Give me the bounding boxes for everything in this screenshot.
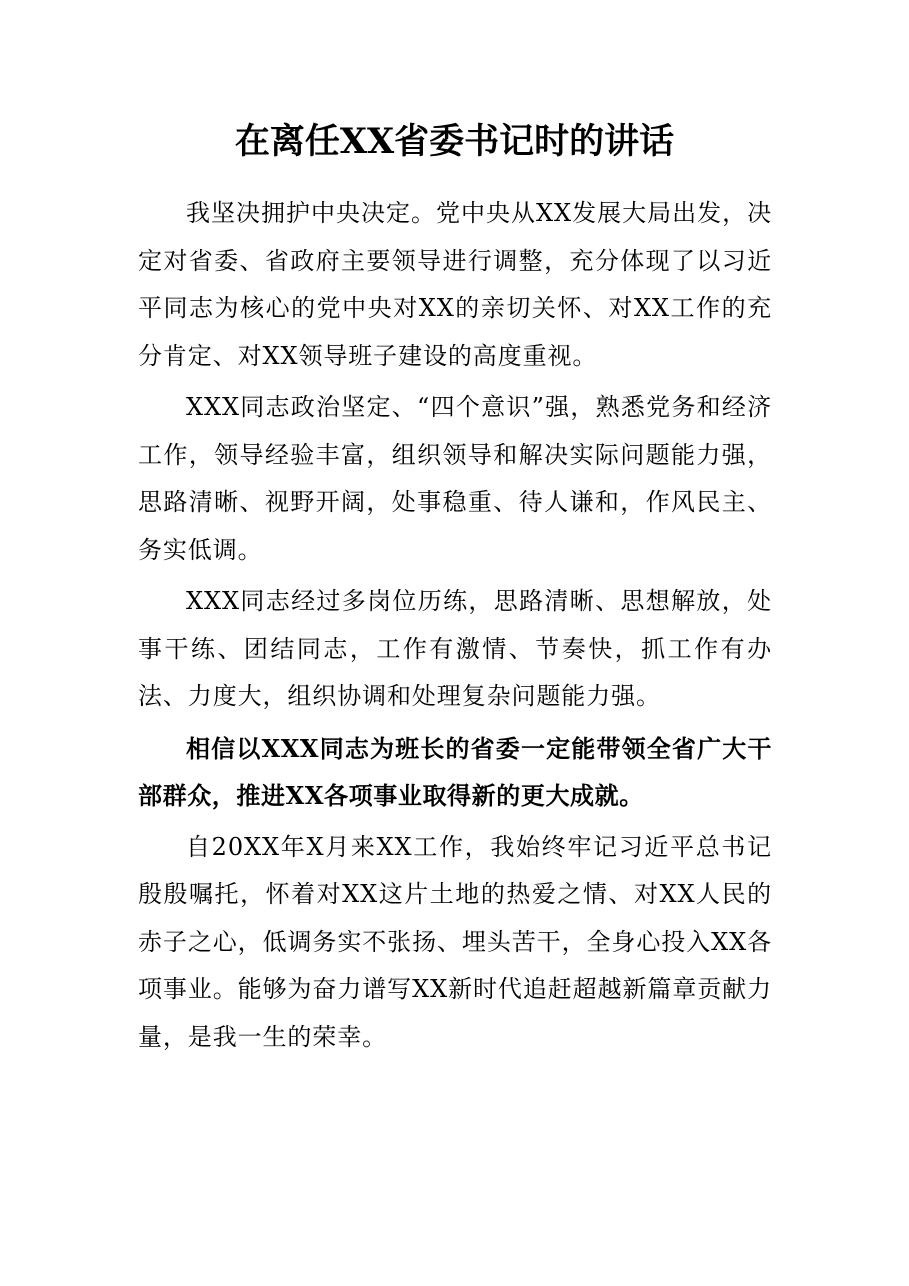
document-title: 在离任XX省委书记时的讲话 bbox=[234, 121, 675, 162]
paragraph-successor-qualities: XXX同志政治坚定、“四个意识”强，熟悉党务和经济工作，领导经验丰富，组织领导和解决实际问题能力强，思路清晰、视野开阔，处事稳重、待人谦和，作风民主、务实低调。 bbox=[138, 393, 772, 564]
paragraph-successor-experience: XXX同志经过多岗位历练，思路清晰、思想解放，处事干练、团结同志，工作有激情、节奏快，抓工作有办法、力度大，组织协调和处理复杂问题能力强。 bbox=[138, 587, 772, 710]
document-body bbox=[138, 190, 772, 1065]
paragraph-confidence-statement: 相信以XXX同志为班长的省委一定能带领全省广大干部群众，推进XX各项事业取得新的更大成就。 bbox=[138, 733, 772, 810]
paragraph-support-decision: 我坚决拥护中央决定。党中央从XX发展大局出发，决定对省委、省政府主要领导进行调整，充分体现了以习近平同志为核心的党中央对XX的亲切关怀、对XX工作的充分肯定、对XX领导班子建设的高度重视。 bbox=[138, 199, 772, 370]
paragraph-personal-reflection: 自20XX年X月来XX工作，我始终牢记习近平总书记殷殷嘱托，怀着对XX这片土地的热爱之情、对XX人民的赤子之心，低调务实不张扬、埋头苦干，全身心投入XX各项事业。能够为奋力谱写XX新时代追赶超越新篇章贡献力量，是我一生的荣幸。 bbox=[138, 832, 772, 1051]
